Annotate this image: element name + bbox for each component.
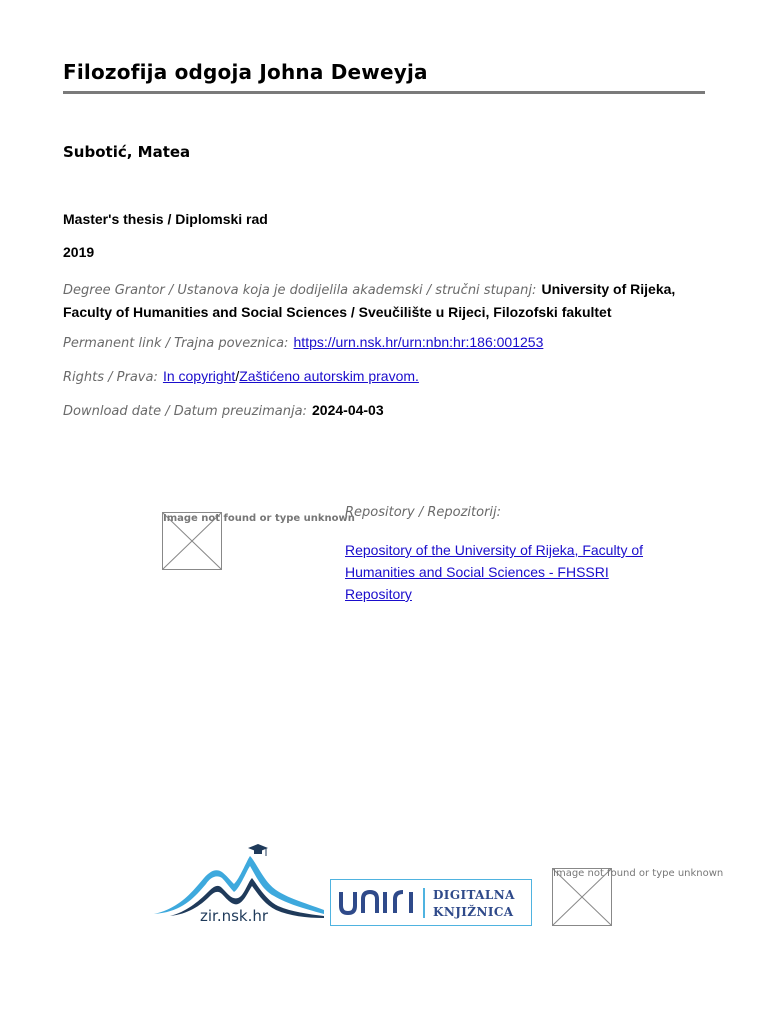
download-date-row [63, 400, 384, 419]
permanent-link-row [63, 332, 543, 351]
rights-separator: / [235, 368, 240, 384]
page-title: Filozofija odgoja Johna Deweyja [63, 60, 428, 84]
repository-link-wrap [345, 539, 675, 605]
permanent-link[interactable]: https://urn.nsk.hr/urn:nbn:hr:186:001253 [293, 334, 544, 350]
download-date-value: 2024-04-03 [312, 402, 384, 418]
rights-link-hr[interactable]: Zaštićeno autorskim pravom. [239, 368, 419, 384]
broken-image-text: Image not found or type unknown [163, 513, 355, 524]
zir-logo[interactable] [152, 838, 330, 930]
uniri-separator [423, 888, 425, 918]
rights-row [63, 366, 419, 385]
permanent-link-label: Permanent link / Trajna poveznica: [63, 336, 289, 351]
title-divider [63, 91, 705, 94]
thesis-type: Master's thesis / Diplomski rad [63, 211, 268, 227]
download-date-label: Download date / Datum preuzimanja: [63, 404, 307, 419]
zir-logo-text: zir.nsk.hr [200, 907, 269, 925]
digital-library-line2: KNJIŽNICA [433, 905, 514, 919]
uniri-logo-text [339, 882, 421, 924]
repository-label: Repository / Repozitorij: [345, 505, 502, 520]
rights-link-en[interactable]: In copyright [162, 368, 236, 384]
degree-grantor-label: Degree Grantor / Ustanova koja je dodijelila akademski / stručni stupanj: [63, 283, 537, 298]
rights-label: Rights / Prava: [63, 370, 158, 385]
uniri-wordmark-icon [339, 882, 421, 916]
author-name: Subotić, Matea [63, 143, 191, 161]
thesis-year: 2019 [63, 244, 95, 260]
uniri-digital-library-logo[interactable] [330, 879, 532, 926]
repository-link[interactable]: Repository of the University of Rijeka, Faculty of Humanities and Social Sciences - FHSSRI Repository [345, 542, 644, 602]
degree-grantor-value: University of Rijeka, Faculty of Humanities and Social Sciences / Sveučilište u Rijeci, Filozofski fakultet [63, 281, 676, 320]
broken-image-text-footer: Image not found or type unknown [553, 868, 724, 879]
degree-grantor [63, 278, 713, 323]
digital-library-line1: DIGITALNA [433, 888, 515, 902]
